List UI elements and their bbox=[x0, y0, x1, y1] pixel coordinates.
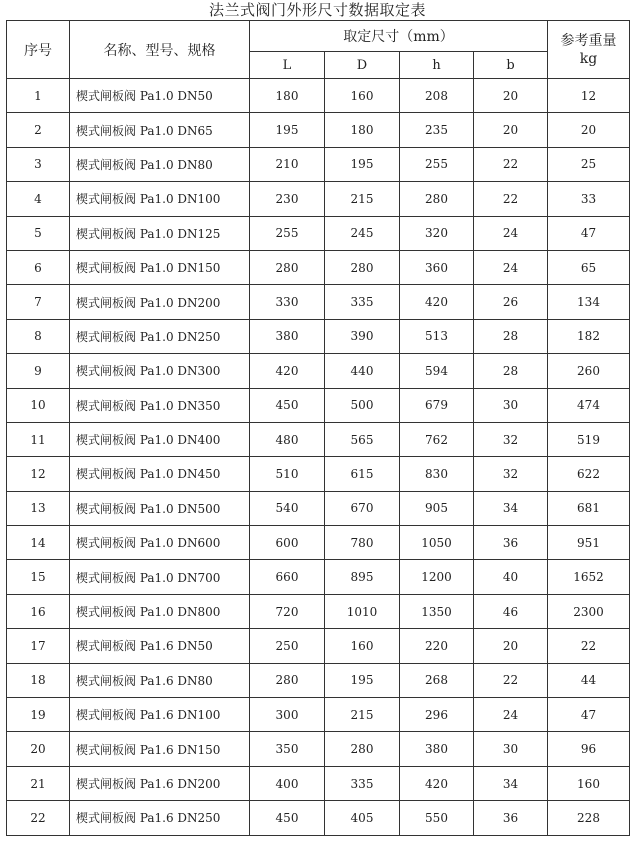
cell-weight: 47 bbox=[548, 698, 630, 732]
cell-index: 21 bbox=[7, 766, 70, 800]
table-row bbox=[7, 182, 630, 216]
cell-D: 390 bbox=[325, 319, 400, 353]
cell-name: 楔式闸板阀 Pa1.0 DN125 bbox=[70, 216, 250, 250]
cell-name: 楔式闸板阀 Pa1.0 DN150 bbox=[70, 250, 250, 284]
header-dimensions: 取定尺寸（mm） bbox=[250, 21, 548, 52]
cell-h: 420 bbox=[400, 766, 474, 800]
cell-L: 230 bbox=[250, 182, 325, 216]
cell-index: 3 bbox=[7, 147, 70, 181]
cell-name: 楔式闸板阀 Pa1.0 DN500 bbox=[70, 491, 250, 525]
cell-h: 1350 bbox=[400, 594, 474, 628]
cell-name: 楔式闸板阀 Pa1.6 DN100 bbox=[70, 698, 250, 732]
table-row bbox=[7, 732, 630, 766]
cell-h: 762 bbox=[400, 422, 474, 456]
cell-b: 36 bbox=[474, 526, 548, 560]
cell-D: 280 bbox=[325, 250, 400, 284]
cell-b: 22 bbox=[474, 147, 548, 181]
table-row bbox=[7, 457, 630, 491]
cell-index: 6 bbox=[7, 250, 70, 284]
cell-weight: 12 bbox=[548, 79, 630, 113]
cell-name: 楔式闸板阀 Pa1.0 DN250 bbox=[70, 319, 250, 353]
cell-b: 28 bbox=[474, 354, 548, 388]
cell-h: 268 bbox=[400, 663, 474, 697]
cell-index: 17 bbox=[7, 629, 70, 663]
cell-name: 楔式闸板阀 Pa1.6 DN80 bbox=[70, 663, 250, 697]
cell-b: 24 bbox=[474, 698, 548, 732]
cell-b: 20 bbox=[474, 113, 548, 147]
cell-name: 楔式闸板阀 Pa1.0 DN800 bbox=[70, 594, 250, 628]
cell-L: 300 bbox=[250, 698, 325, 732]
cell-D: 335 bbox=[325, 766, 400, 800]
cell-name: 楔式闸板阀 Pa1.0 DN350 bbox=[70, 388, 250, 422]
cell-D: 440 bbox=[325, 354, 400, 388]
cell-L: 540 bbox=[250, 491, 325, 525]
cell-name: 楔式闸板阀 Pa1.0 DN700 bbox=[70, 560, 250, 594]
cell-index: 20 bbox=[7, 732, 70, 766]
cell-L: 450 bbox=[250, 388, 325, 422]
cell-L: 250 bbox=[250, 629, 325, 663]
cell-index: 13 bbox=[7, 491, 70, 525]
table-row bbox=[7, 526, 630, 560]
cell-b: 30 bbox=[474, 388, 548, 422]
table-row bbox=[7, 491, 630, 525]
header-b: b bbox=[474, 52, 548, 79]
cell-L: 180 bbox=[250, 79, 325, 113]
cell-L: 280 bbox=[250, 250, 325, 284]
header-h: h bbox=[400, 52, 474, 79]
cell-D: 1010 bbox=[325, 594, 400, 628]
cell-weight: 182 bbox=[548, 319, 630, 353]
cell-name: 楔式闸板阀 Pa1.0 DN400 bbox=[70, 422, 250, 456]
cell-L: 510 bbox=[250, 457, 325, 491]
header-L: L bbox=[250, 52, 325, 79]
cell-weight: 951 bbox=[548, 526, 630, 560]
cell-index: 9 bbox=[7, 354, 70, 388]
cell-h: 320 bbox=[400, 216, 474, 250]
cell-name: 楔式闸板阀 Pa1.6 DN200 bbox=[70, 766, 250, 800]
cell-index: 11 bbox=[7, 422, 70, 456]
header-weight bbox=[548, 21, 630, 79]
cell-index: 18 bbox=[7, 663, 70, 697]
table-row bbox=[7, 113, 630, 147]
cell-weight: 260 bbox=[548, 354, 630, 388]
cell-D: 160 bbox=[325, 79, 400, 113]
cell-h: 550 bbox=[400, 801, 474, 835]
table-row bbox=[7, 663, 630, 697]
header-index: 序号 bbox=[7, 21, 70, 79]
cell-name: 楔式闸板阀 Pa1.6 DN150 bbox=[70, 732, 250, 766]
cell-weight: 622 bbox=[548, 457, 630, 491]
cell-b: 20 bbox=[474, 79, 548, 113]
table-row bbox=[7, 422, 630, 456]
table-row bbox=[7, 285, 630, 319]
cell-L: 280 bbox=[250, 663, 325, 697]
cell-D: 160 bbox=[325, 629, 400, 663]
cell-index: 16 bbox=[7, 594, 70, 628]
cell-D: 215 bbox=[325, 698, 400, 732]
cell-D: 405 bbox=[325, 801, 400, 835]
cell-L: 480 bbox=[250, 422, 325, 456]
table-row bbox=[7, 560, 630, 594]
table-row bbox=[7, 147, 630, 181]
cell-D: 615 bbox=[325, 457, 400, 491]
cell-D: 280 bbox=[325, 732, 400, 766]
cell-index: 1 bbox=[7, 79, 70, 113]
table-row bbox=[7, 388, 630, 422]
cell-b: 22 bbox=[474, 182, 548, 216]
cell-b: 30 bbox=[474, 732, 548, 766]
cell-b: 32 bbox=[474, 457, 548, 491]
table-title: 法兰式阀门外形尺寸数据取定表 bbox=[208, 1, 426, 19]
table-row bbox=[7, 216, 630, 250]
cell-L: 350 bbox=[250, 732, 325, 766]
cell-weight: 20 bbox=[548, 113, 630, 147]
cell-b: 28 bbox=[474, 319, 548, 353]
cell-L: 420 bbox=[250, 354, 325, 388]
cell-h: 420 bbox=[400, 285, 474, 319]
header-row-primary bbox=[7, 21, 630, 52]
header-name: 名称、型号、规格 bbox=[70, 21, 250, 79]
cell-index: 15 bbox=[7, 560, 70, 594]
cell-h: 1200 bbox=[400, 560, 474, 594]
cell-D: 195 bbox=[325, 663, 400, 697]
table-row bbox=[7, 629, 630, 663]
cell-D: 195 bbox=[325, 147, 400, 181]
cell-b: 20 bbox=[474, 629, 548, 663]
cell-weight: 44 bbox=[548, 663, 630, 697]
cell-weight: 22 bbox=[548, 629, 630, 663]
cell-D: 245 bbox=[325, 216, 400, 250]
cell-name: 楔式闸板阀 Pa1.0 DN50 bbox=[70, 79, 250, 113]
cell-b: 24 bbox=[474, 250, 548, 284]
cell-h: 594 bbox=[400, 354, 474, 388]
cell-h: 905 bbox=[400, 491, 474, 525]
cell-weight: 2300 bbox=[548, 594, 630, 628]
cell-L: 720 bbox=[250, 594, 325, 628]
cell-L: 400 bbox=[250, 766, 325, 800]
cell-weight: 96 bbox=[548, 732, 630, 766]
cell-index: 4 bbox=[7, 182, 70, 216]
table-row bbox=[7, 79, 630, 113]
cell-weight: 65 bbox=[548, 250, 630, 284]
cell-weight: 134 bbox=[548, 285, 630, 319]
cell-b: 34 bbox=[474, 766, 548, 800]
cell-L: 600 bbox=[250, 526, 325, 560]
cell-name: 楔式闸板阀 Pa1.0 DN80 bbox=[70, 147, 250, 181]
cell-name: 楔式闸板阀 Pa1.0 DN450 bbox=[70, 457, 250, 491]
cell-weight: 228 bbox=[548, 801, 630, 835]
cell-index: 5 bbox=[7, 216, 70, 250]
cell-h: 360 bbox=[400, 250, 474, 284]
cell-h: 296 bbox=[400, 698, 474, 732]
cell-D: 215 bbox=[325, 182, 400, 216]
cell-name: 楔式闸板阀 Pa1.0 DN600 bbox=[70, 526, 250, 560]
cell-weight: 1652 bbox=[548, 560, 630, 594]
cell-index: 8 bbox=[7, 319, 70, 353]
cell-b: 22 bbox=[474, 663, 548, 697]
cell-L: 330 bbox=[250, 285, 325, 319]
cell-h: 830 bbox=[400, 457, 474, 491]
table-row bbox=[7, 766, 630, 800]
valve-dimension-table bbox=[6, 20, 630, 836]
cell-name: 楔式闸板阀 Pa1.6 DN250 bbox=[70, 801, 250, 835]
cell-L: 210 bbox=[250, 147, 325, 181]
header-D: D bbox=[325, 52, 400, 79]
cell-D: 180 bbox=[325, 113, 400, 147]
cell-h: 280 bbox=[400, 182, 474, 216]
cell-h: 208 bbox=[400, 79, 474, 113]
cell-L: 660 bbox=[250, 560, 325, 594]
cell-L: 380 bbox=[250, 319, 325, 353]
cell-D: 565 bbox=[325, 422, 400, 456]
cell-index: 10 bbox=[7, 388, 70, 422]
header-weight-unit: kg bbox=[579, 50, 598, 67]
cell-name: 楔式闸板阀 Pa1.6 DN50 bbox=[70, 629, 250, 663]
cell-h: 220 bbox=[400, 629, 474, 663]
cell-index: 12 bbox=[7, 457, 70, 491]
table-body bbox=[7, 79, 630, 836]
cell-L: 255 bbox=[250, 216, 325, 250]
cell-b: 40 bbox=[474, 560, 548, 594]
table-row bbox=[7, 801, 630, 835]
cell-D: 500 bbox=[325, 388, 400, 422]
cell-b: 26 bbox=[474, 285, 548, 319]
cell-h: 513 bbox=[400, 319, 474, 353]
cell-L: 195 bbox=[250, 113, 325, 147]
cell-h: 380 bbox=[400, 732, 474, 766]
cell-b: 36 bbox=[474, 801, 548, 835]
cell-D: 670 bbox=[325, 491, 400, 525]
cell-weight: 33 bbox=[548, 182, 630, 216]
cell-weight: 519 bbox=[548, 422, 630, 456]
cell-weight: 47 bbox=[548, 216, 630, 250]
cell-weight: 681 bbox=[548, 491, 630, 525]
table-row bbox=[7, 594, 630, 628]
cell-b: 24 bbox=[474, 216, 548, 250]
cell-L: 450 bbox=[250, 801, 325, 835]
cell-index: 22 bbox=[7, 801, 70, 835]
cell-b: 46 bbox=[474, 594, 548, 628]
table-row bbox=[7, 698, 630, 732]
cell-h: 235 bbox=[400, 113, 474, 147]
cell-D: 895 bbox=[325, 560, 400, 594]
cell-index: 19 bbox=[7, 698, 70, 732]
cell-name: 楔式闸板阀 Pa1.0 DN65 bbox=[70, 113, 250, 147]
cell-D: 335 bbox=[325, 285, 400, 319]
cell-weight: 25 bbox=[548, 147, 630, 181]
cell-D: 780 bbox=[325, 526, 400, 560]
table-row bbox=[7, 250, 630, 284]
cell-name: 楔式闸板阀 Pa1.0 DN300 bbox=[70, 354, 250, 388]
cell-h: 1050 bbox=[400, 526, 474, 560]
cell-h: 679 bbox=[400, 388, 474, 422]
cell-weight: 160 bbox=[548, 766, 630, 800]
cell-b: 34 bbox=[474, 491, 548, 525]
cell-index: 7 bbox=[7, 285, 70, 319]
cell-index: 14 bbox=[7, 526, 70, 560]
header-weight-label: 参考重量 bbox=[560, 32, 617, 49]
cell-b: 32 bbox=[474, 422, 548, 456]
cell-name: 楔式闸板阀 Pa1.0 DN200 bbox=[70, 285, 250, 319]
table-row bbox=[7, 354, 630, 388]
table-row bbox=[7, 319, 630, 353]
cell-index: 2 bbox=[7, 113, 70, 147]
cell-weight: 474 bbox=[548, 388, 630, 422]
cell-h: 255 bbox=[400, 147, 474, 181]
cell-name: 楔式闸板阀 Pa1.0 DN100 bbox=[70, 182, 250, 216]
